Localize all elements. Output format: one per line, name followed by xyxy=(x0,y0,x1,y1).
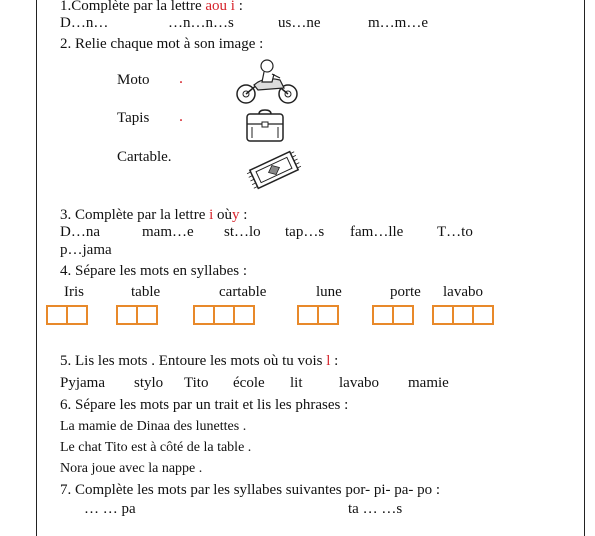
ex2-dot: . xyxy=(179,108,183,125)
schoolbag-image xyxy=(244,108,286,144)
syllable-box[interactable] xyxy=(432,305,454,325)
ex3-word: fam…lle xyxy=(350,224,404,240)
ex2-title: 2. Relie chaque mot à son image : xyxy=(60,36,264,52)
syllable-box[interactable] xyxy=(297,305,319,325)
ex7-item: ta … …s xyxy=(348,501,403,517)
ex3-word: mam…e xyxy=(142,224,194,240)
ex5-word[interactable]: lavabo xyxy=(339,375,379,391)
syllable-box[interactable] xyxy=(46,305,68,325)
syllable-boxes-lavabo[interactable] xyxy=(432,305,492,325)
syllable-box[interactable] xyxy=(372,305,394,325)
syllable-box[interactable] xyxy=(472,305,494,325)
ex7-title: 7. Complète les mots par les syllabes suivantes por- pi- pa- po : xyxy=(60,482,441,498)
syllable-box[interactable] xyxy=(116,305,138,325)
ex4-word: table xyxy=(131,284,161,300)
syllable-boxes-table[interactable] xyxy=(116,305,156,325)
ex2-dot: . xyxy=(179,70,183,87)
ex5-word[interactable]: Tito xyxy=(184,375,209,391)
ex6-sentence: Le chat Tito est à côté de la table . xyxy=(60,440,252,455)
ex2-word-moto: Moto xyxy=(117,72,150,88)
ex6-title: 6. Sépare les mots par un trait et lis les phrases : xyxy=(60,397,349,413)
syllable-boxes-cartable[interactable] xyxy=(193,305,253,325)
ex3-word: T…to xyxy=(437,224,473,240)
ex1-word: us…ne xyxy=(278,15,321,31)
ex4-title: 4. Sépare les mots en syllabes : xyxy=(60,263,248,279)
syllable-box[interactable] xyxy=(233,305,255,325)
ex3-title: 3. Complète par la lettre i oùy : xyxy=(60,207,248,223)
syllable-boxes-lune[interactable] xyxy=(297,305,337,325)
ex6-sentence: Nora joue avec la nappe . xyxy=(60,461,203,476)
ex5-word[interactable]: mamie xyxy=(408,375,449,391)
ex4-word: lune xyxy=(316,284,342,300)
ex1-title: 1.Complète par la lettre aou i : xyxy=(60,0,243,14)
syllable-box[interactable] xyxy=(392,305,414,325)
ex5-word[interactable]: école xyxy=(233,375,265,391)
ex1-word: m…m…e xyxy=(368,15,428,31)
syllable-box[interactable] xyxy=(317,305,339,325)
ex5-word[interactable]: lit xyxy=(290,375,303,391)
ex4-word: cartable xyxy=(219,284,267,300)
ex5-word[interactable]: stylo xyxy=(134,375,164,391)
rug-image xyxy=(244,150,304,190)
ex5-word[interactable]: Pyjama xyxy=(60,375,105,391)
syllable-box[interactable] xyxy=(66,305,88,325)
ex1-word: …n…n…s xyxy=(168,15,234,31)
ex6-sentence: La mamie de Dinaa des lunettes . xyxy=(60,419,247,434)
ex4-word: lavabo xyxy=(443,284,483,300)
ex4-word: porte xyxy=(390,284,421,300)
ex5-title: 5. Lis les mots . Entoure les mots où tu vois l : xyxy=(60,353,339,369)
syllable-box[interactable] xyxy=(213,305,235,325)
syllable-boxes-iris[interactable] xyxy=(46,305,86,325)
ex3-word: st…lo xyxy=(224,224,261,240)
ex3-word: p…jama xyxy=(60,242,112,258)
ex4-word: Iris xyxy=(64,284,84,300)
ex7-item: … … pa xyxy=(84,501,136,517)
ex1-word: D…n… xyxy=(60,15,109,31)
motorcycle-image xyxy=(234,58,300,106)
syllable-box[interactable] xyxy=(452,305,474,325)
syllable-box[interactable] xyxy=(136,305,158,325)
syllable-boxes-porte[interactable] xyxy=(372,305,412,325)
syllable-box[interactable] xyxy=(193,305,215,325)
ex3-word: tap…s xyxy=(285,224,325,240)
ex2-word-cartable: Cartable. xyxy=(117,149,172,165)
ex2-word-tapis: Tapis xyxy=(117,110,150,126)
ex3-word: D…na xyxy=(60,224,100,240)
